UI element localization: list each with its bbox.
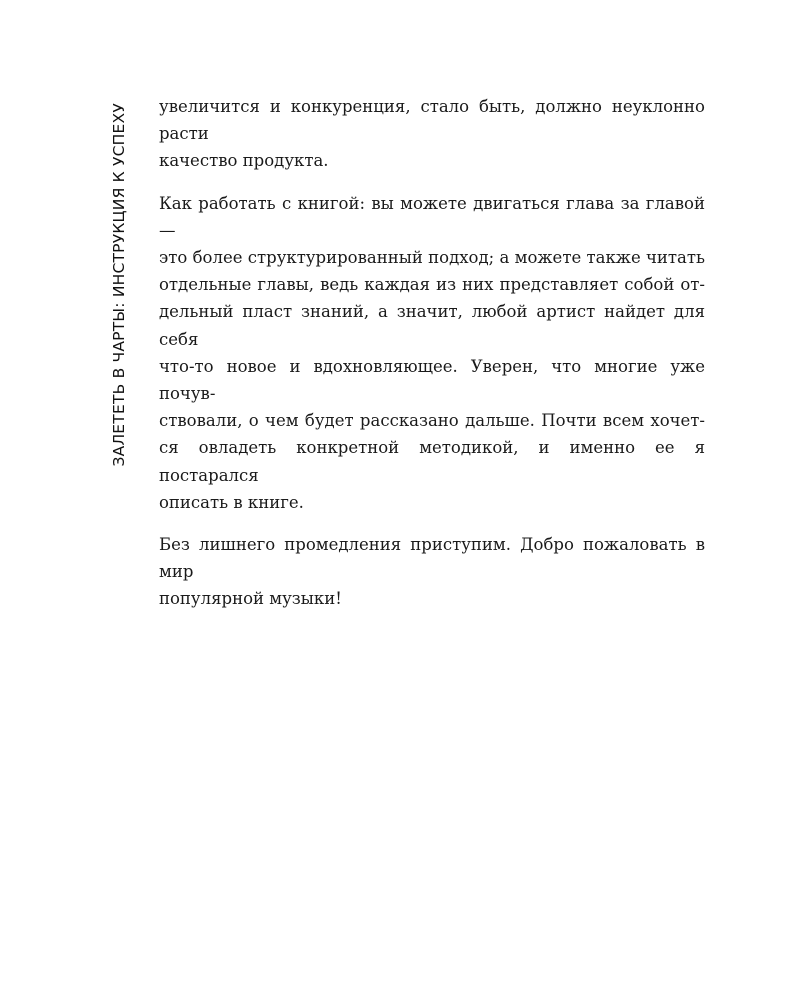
paragraph-2 <box>159 190 705 516</box>
text-line: отдельные главы, ведь каждая из них представляет собой от- <box>159 275 705 295</box>
text-line: что-то новое и вдохновляющее. Уверен, что многие уже почув- <box>159 356 705 404</box>
text-line: Как работать с книгой: вы можете двигаться глава за главой — <box>159 193 705 240</box>
paragraph-1 <box>159 93 705 175</box>
text-line: дельный пласт знаний, а значит, любой артист найдет для себя <box>159 302 705 349</box>
running-head: ЗАЛЕТЕТЬ В ЧАРТЫ: ИНСТРУКЦИЯ К УСПЕХУ <box>110 103 128 467</box>
text-line: ся овладеть конкретной методикой, и именно ее я постарался <box>159 438 705 485</box>
text-line: описать в книге. <box>159 492 304 512</box>
text-line: это более структурированный подход; а можете также читать <box>159 248 705 268</box>
paragraph-3 <box>159 531 705 613</box>
text-line: популярной музыки! <box>159 589 342 609</box>
body-text <box>159 93 705 628</box>
text-line: увеличится и конкуренция, стало быть, должно неуклонно расти <box>159 97 705 144</box>
text-line: Без лишнего промедления приступим. Добро пожаловать в мир <box>159 535 705 582</box>
text-line: качество продукта. <box>159 151 329 171</box>
text-line: ствовали, о чем будет рассказано дальше. Почти всем хочет- <box>159 411 705 431</box>
